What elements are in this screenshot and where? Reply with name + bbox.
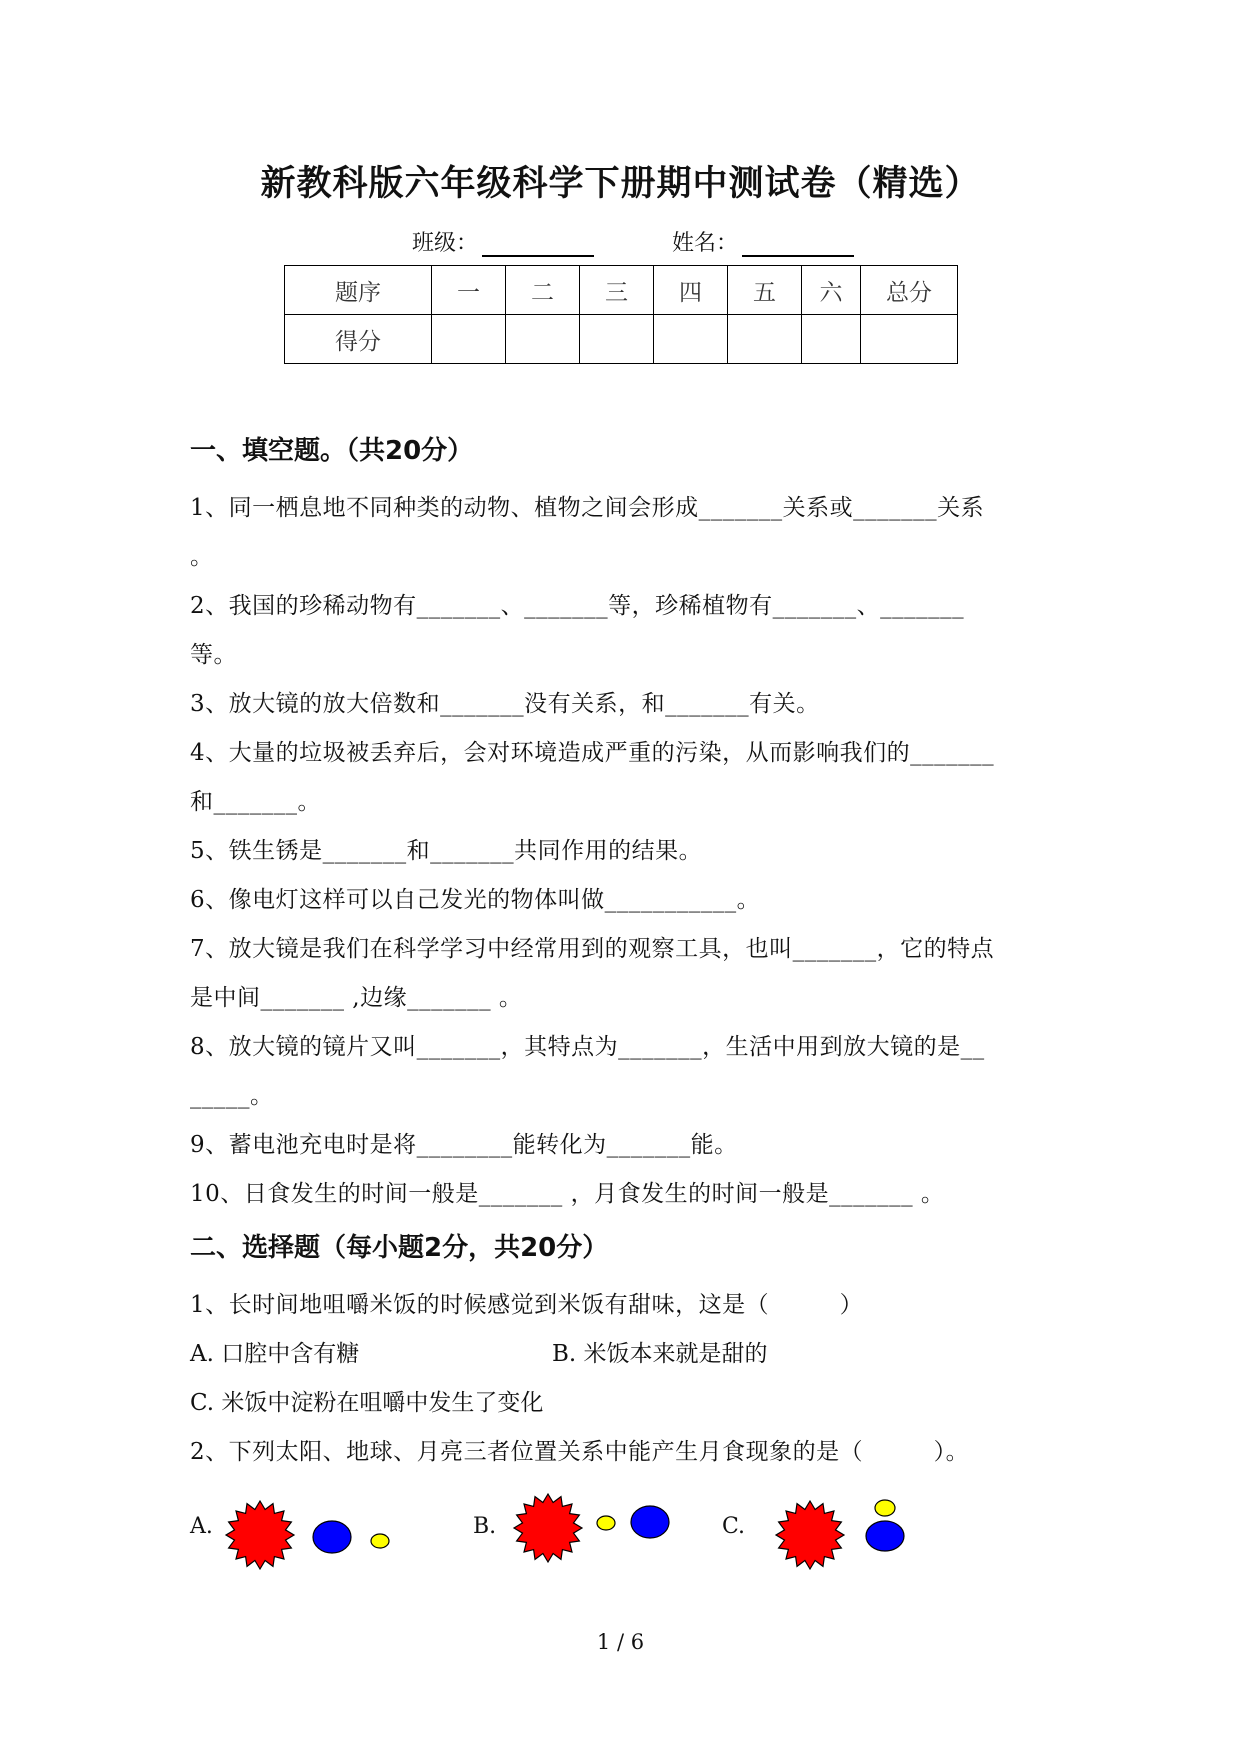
score-cell[interactable] (580, 315, 654, 364)
question-line: 9、蓄电池充电时是将________能转化为_______能。 (190, 1132, 738, 1158)
score-cell[interactable] (506, 315, 580, 364)
earth-icon (631, 1506, 669, 1538)
sun-icon (776, 1501, 844, 1569)
question-line: 1、同一栖息地不同种类的动物、植物之间会形成_______关系或_______关系 (190, 495, 985, 521)
question-line: 3、放大镜的放大倍数和_______没有关系，和_______有关。 (190, 691, 820, 717)
figure-label-a[interactable]: A. (190, 1514, 213, 1539)
earth-icon (866, 1521, 904, 1551)
table-cell: 总分 (861, 266, 958, 315)
section1-heading: 一、填空题。（共20分） (190, 436, 474, 466)
question-line: 2、我国的珍稀动物有_______、_______等，珍稀植物有_______、_______ (190, 593, 965, 619)
sun-icon (514, 1494, 582, 1562)
score-cell[interactable] (432, 315, 506, 364)
score-cell[interactable] (654, 315, 728, 364)
section2-heading: 二、选择题（每小题2分，共20分） (190, 1233, 609, 1263)
option-c[interactable]: C. 米饭中淀粉在咀嚼中发生了变化 (190, 1390, 544, 1416)
question-line: 。 (190, 544, 214, 570)
class-field (412, 226, 594, 257)
figure-label-b[interactable]: B. (473, 1514, 497, 1539)
score-table-header-row (285, 266, 958, 315)
figure-label-c[interactable]: C. (722, 1514, 746, 1539)
table-cell: 四 (654, 266, 728, 315)
earth-icon (313, 1521, 351, 1553)
figure-b (508, 1488, 688, 1568)
score-table (284, 265, 958, 364)
moon-icon (597, 1516, 615, 1530)
name-field (672, 226, 854, 257)
page-title: 新教科版六年级科学下册期中测试卷（精选） (260, 164, 981, 204)
question-line: 6、像电灯这样可以自己发光的物体叫做___________。 (190, 887, 761, 913)
table-cell: 二 (506, 266, 580, 315)
question-line: 等。 (190, 642, 237, 668)
score-table-score-row (285, 315, 958, 364)
question-line: _____。 (190, 1083, 274, 1109)
question-line: 4、大量的垃圾被丢弃后，会对环境造成严重的污染，从而影响我们的_______ (190, 740, 995, 766)
question-line: 和_______。 (190, 789, 321, 815)
table-cell: 题序 (285, 266, 432, 315)
table-cell: 一 (432, 266, 506, 315)
class-blank[interactable] (482, 229, 594, 257)
score-cell[interactable] (728, 315, 802, 364)
score-cell[interactable] (802, 315, 861, 364)
page-number: 1 / 6 (596, 1630, 645, 1654)
moon-icon (371, 1534, 389, 1548)
sun-icon (226, 1501, 294, 1569)
question-line: 8、放大镜的镜片又叫_______，其特点为_______，生活中用到放大镜的是__ (190, 1034, 985, 1060)
question-line: 是中间_______ ,边缘_______ 。 (190, 985, 523, 1011)
score-cell[interactable] (861, 315, 958, 364)
table-cell: 得分 (285, 315, 432, 364)
figure-a (220, 1495, 400, 1575)
question-line: 7、放大镜是我们在科学学习中经常用到的观察工具，也叫_______，它的特点 (190, 936, 995, 962)
mc-question-1: 1、长时间地咀嚼米饭的时候感觉到米饭有甜味，这是（ ） (190, 1292, 864, 1318)
table-cell: 五 (728, 266, 802, 315)
table-cell: 三 (580, 266, 654, 315)
option-a[interactable]: A. 口腔中含有糖 (190, 1341, 360, 1367)
name-label: 姓名： (672, 231, 739, 256)
question-line: 10、日食发生的时间一般是_______ ，月食发生的时间一般是_______ 。 (190, 1181, 945, 1207)
moon-icon (875, 1500, 895, 1516)
name-blank[interactable] (742, 229, 854, 257)
class-label: 班级： (412, 231, 479, 256)
table-cell: 六 (802, 266, 861, 315)
mc-question-2: 2、下列太阳、地球、月亮三者位置关系中能产生月食现象的是（ ）。 (190, 1439, 970, 1465)
question-line: 5、铁生锈是_______和_______共同作用的结果。 (190, 838, 703, 864)
figure-c (760, 1480, 920, 1580)
option-b[interactable]: B. 米饭本来就是甜的 (552, 1341, 768, 1367)
